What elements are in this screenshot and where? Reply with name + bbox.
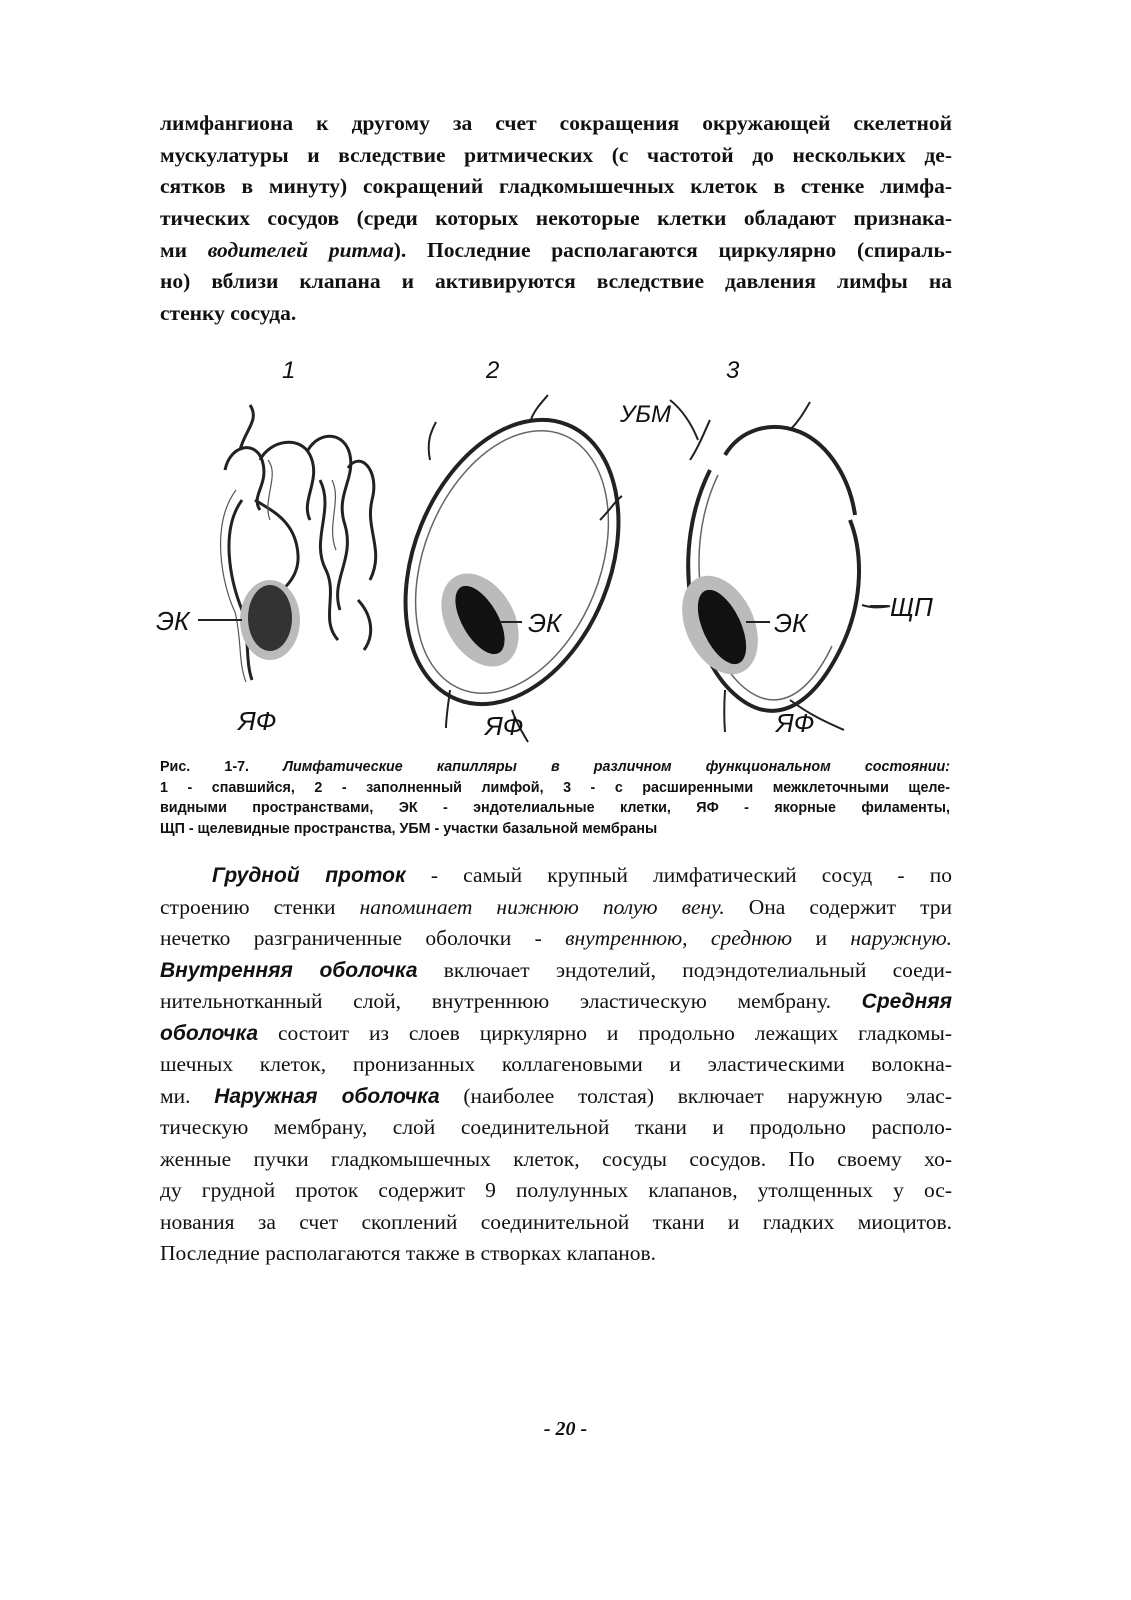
text-line bbox=[160, 923, 952, 955]
text-run: - самый крупный лимфатический сосуд - по bbox=[405, 863, 953, 887]
text-line bbox=[160, 1081, 952, 1113]
caption-line: 1 - спавшийся, 2 - заполненный лимфой, 3 - с расширенными межклеточными щеле- bbox=[160, 779, 950, 796]
figure-caption bbox=[160, 757, 950, 839]
caption-line bbox=[160, 757, 950, 778]
text-line: мускулатуры и вследствие ритмических (с частотой до нескольких де- bbox=[160, 142, 952, 167]
text-line: но) вблизи клапана и активируются вследствие давления лимфы на bbox=[160, 269, 952, 294]
text-run: нительнотканный слой, внутреннюю эластическую мембрану. bbox=[160, 989, 862, 1013]
text-line bbox=[160, 1018, 952, 1050]
text-run: включает эндотелий, подэндотелиальный соеди- bbox=[417, 957, 952, 982]
figure-lymph-capillaries bbox=[150, 350, 970, 750]
label-ek-1: ЭК bbox=[156, 606, 190, 636]
text-run: ми bbox=[160, 237, 208, 262]
text-run: состоит из слоев циркулярно и продольно лежащих гладкомы- bbox=[258, 1020, 952, 1045]
panel-number-3: 3 bbox=[726, 357, 740, 384]
term-heading: Средняя bbox=[861, 990, 952, 1013]
text-line: тических сосудов (среди которых некоторые клетки обладают признака- bbox=[160, 206, 952, 231]
text-line: женные пучки гладкомышечных клеток, сосуды сосудов. По своему хо- bbox=[160, 1146, 952, 1171]
text-line bbox=[160, 955, 952, 987]
caption-line: ЩП - щелевидные пространства, УБМ - участки базальной мембраны bbox=[160, 820, 658, 837]
term-heading: оболочка bbox=[160, 1021, 259, 1045]
text-run: строению стенки bbox=[160, 894, 360, 919]
text-line: Последние располагаются также в створках клапанов. bbox=[160, 1241, 657, 1265]
term-heading: Грудной проток bbox=[212, 864, 406, 887]
text-line: шечных клеток, пронизанных коллагеновыми и эластическими волокна- bbox=[160, 1052, 952, 1076]
figure-drawing bbox=[150, 350, 970, 750]
caption-prefix: Рис. 1-7. bbox=[160, 759, 284, 775]
text-line: тическую мембрану, слой соединительной ткани и продольно располо- bbox=[160, 1115, 952, 1139]
text-run: (наиболее толстая) включает наружную элас- bbox=[439, 1083, 952, 1108]
text-line bbox=[160, 860, 952, 892]
label-ubm: УБМ bbox=[620, 401, 671, 428]
text-line: лимфангиона к другому за счет сокращения окружающей скелетной bbox=[160, 111, 952, 135]
label-ek-3: ЭК bbox=[774, 608, 808, 638]
term-heading: Наружная оболочка bbox=[214, 1084, 440, 1108]
term-heading: Внутренняя оболочка bbox=[160, 958, 418, 982]
text-line bbox=[160, 892, 952, 924]
panel-number-1: 1 bbox=[282, 357, 296, 384]
filled-capillary bbox=[366, 388, 659, 742]
emphasis-text: внутреннюю, среднюю bbox=[565, 926, 793, 950]
emphasis-text: водителей ритма bbox=[207, 237, 394, 262]
caption-title: Лимфатические капилляры в различном функциональном состоянии: bbox=[283, 759, 950, 775]
caption-line: видными пространствами, ЭК - эндотелиальные клетки, ЯФ - якорные филаменты, bbox=[160, 800, 950, 816]
emphasis-text: наружную. bbox=[850, 926, 952, 950]
text-line: нования за счет скоплений соединительной ткани и гладких миоцитов. bbox=[160, 1209, 952, 1234]
text-line bbox=[160, 986, 952, 1018]
text-line: стенку сосуда. bbox=[160, 301, 297, 326]
text-run: Она содержит три bbox=[724, 894, 952, 919]
label-shchp: ЩП bbox=[890, 592, 933, 622]
label-ek-2: ЭК bbox=[528, 608, 562, 638]
text-run: нечетко разграниченные оболочки - bbox=[160, 926, 566, 950]
panel-number-2: 2 bbox=[486, 357, 500, 384]
endothelial-nucleus bbox=[248, 585, 292, 651]
paragraph-top bbox=[160, 108, 952, 330]
page-number: - 20 - bbox=[543, 1418, 588, 1440]
text-run: ми. bbox=[160, 1083, 215, 1108]
text-line: сятков в минуту) сокращений гладкомышечных клеток в стенке лимфа- bbox=[160, 174, 952, 199]
text-run: ). Последние располагаются циркулярно (спираль- bbox=[393, 237, 952, 262]
widened-slit-capillary bbox=[670, 400, 890, 732]
label-yaf-3: ЯФ bbox=[776, 708, 815, 738]
paragraph-thoracic-duct bbox=[160, 860, 952, 1270]
text-line bbox=[160, 235, 952, 267]
label-yaf-1: ЯФ bbox=[238, 706, 277, 736]
label-yaf-2: ЯФ bbox=[485, 711, 524, 741]
text-line: ду грудной проток содержит 9 полулунных клапанов, утолщенных у ос- bbox=[160, 1178, 952, 1202]
text-run: и bbox=[792, 926, 851, 950]
emphasis-text: напоминает нижнюю полую вену. bbox=[359, 894, 725, 919]
